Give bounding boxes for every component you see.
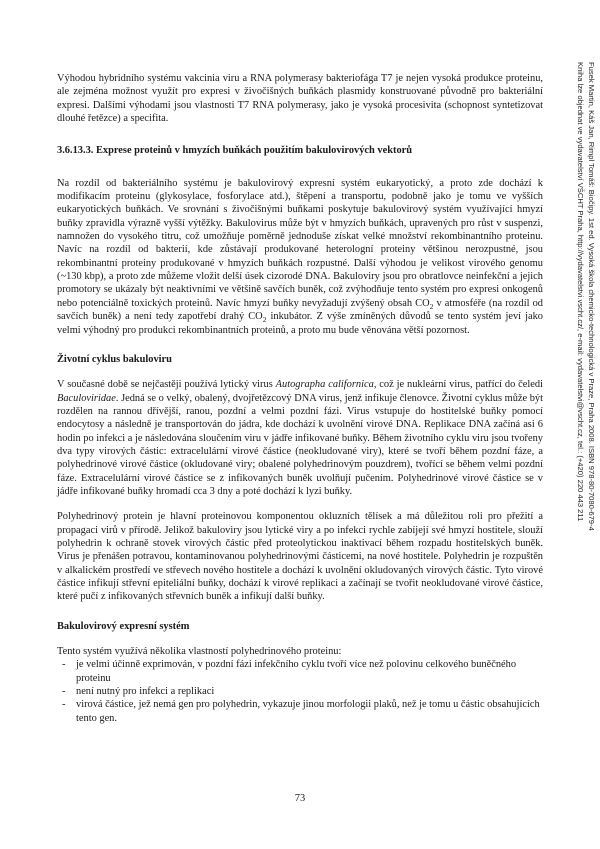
list-dash: - [62, 686, 66, 698]
section-paragraph-part1: Na rozdíl od bakteriálního systému je bakulovirový expresní systém eukaryotický, a proto zde dochází k modifikacím proteinu (glykosylace, fosforylace atd.), štěpení a transportu, podobně jako je tomu ve vyšších eukaryotických buňkách. Ve srovnání s živočišnými buňkami poskytuje bakulovirový systém využívající hmyzí buňky zpravidla výrazně vyšší výtěžky. Bakulovirus může být v hmyzích buňkách, upravených pro růst v suspenzi, namnožen do vysokého titru, což umožňuje poměrně jednoduše získat velké množství rekombinantního proteinu. Navíc na rozdíl od bakterií, kde zůstávají produkované heterologní proteiny většinou nerozpustné, jsou rekombinantní proteiny produkované v hmyzích buňkách rozpustné. Další výhodou je velikost virového genomu (~130 kbp), a proto zde můžeme vložit delší úsek cizorodé DNA. Bakuloviry jsou pro obratlovce neinfekční a jejich promotory se ukázaly být neaktivními ve většině savčích buněk, což zvýhodňuje tento systém pro expresi onkogenů nebo potenciálně toxických proteinů. Navíc hmyzí buňky nevyžadují zvýšený obsah CO [57, 177, 543, 309]
family-name-italic: Baculoviridae [57, 392, 116, 404]
properties-list [57, 658, 543, 725]
lifecycle-p1-b: , což je nukleární virus, patřící do čeledi [373, 379, 543, 391]
expression-system-intro: Tento systém využívá několika vlastností polyhedrinového proteinu: [57, 646, 342, 658]
list-item [57, 698, 543, 725]
list-item-text: je velmi účinně exprimován, v pozdní fázi infekčního cyklu tvoří více než polovinu celkového buněčného proteinu [76, 659, 517, 684]
lifecycle-heading: Životní cyklus bakuloviru [57, 353, 172, 365]
page-number: 73 [294, 793, 306, 804]
list-item [57, 658, 543, 685]
section-paragraph-part3: inkubátor. Z výše zmíněných důvodů se tento systém jeví jako velmi výhodný pro produkci rekombinantních proteinů, a proto mu bude věnována větší pozornost. [57, 311, 543, 336]
section-paragraph [57, 177, 543, 337]
section-paragraph-part2: v atmosféře (na rozdíl od savčích buněk) a není tedy zapotřebí drahý CO [57, 297, 543, 323]
page-content [57, 72, 543, 725]
species-name-italic: Autographa californica [275, 379, 374, 391]
list-item-text: není nutný pro infekci a replikaci [76, 686, 215, 698]
copyright-sidebar [556, 62, 596, 662]
list-item [57, 685, 543, 698]
lifecycle-p1-c: . Jedná se o velký, obalený, dvojřetězcový DNA virus, jenž infikuje členovce. Životní cyklus může být rozdělen na rannou dřívější, ranou, pozdní a velmi pozdní fázi. Virus vstupuje do hostitelské buňky pomocí endocytosy a následně je transportován do jádra, kde dochází k uvolnění virové DNA. Replikace DNA začíná asi 6 hodin po infekci a je následována sloučením viru v jádře infikované buňky. Během životního cyklu viru jsou tvořeny dva typy virových částic: extracelulární virové částice (neokludované viry), které se tvoří během pozdní fáze, a polyhedrinové virové částice (okludované viry; obalené polyhedrinovým pouzdrem), tvořící se během velmi pozdní fáze. Extracelulární virové částice se z infikovaných buněk uvolňují pučením. Polyhedrinové virové částice se v jádře infikované buňky hromadí cca 3 dny a poté dochází k lyzi buňky. [57, 392, 543, 497]
list-dash: - [62, 699, 66, 711]
section-heading: 3.6.13.3. Exprese proteinů v hmyzích buňkách použitím bakulovirových vektorů [57, 145, 413, 157]
co2-subscript-1: 2 [429, 301, 434, 311]
expression-system-heading: Bakulovirový expresní systém [57, 620, 190, 632]
lifecycle-paragraph-1 [57, 378, 543, 498]
lifecycle-p1-a: V současné době se nejčastěji používá lytický virus [57, 379, 276, 391]
sidebar-line-order-info: Kniha lze objednat ve vydavatelství VŠCHT Praha, http://vydavatelstvi.vscht.cz/, e-mail: vydavatelstvi@vscht.cz, tel.: (+420) 220 443 211 [576, 62, 586, 522]
sidebar-line-citation: Fusek Martin, Káš Jan, Rimpl Tomáš: Biočipy. 1st ed. Vysoká škola chemicko-technologická v Praze, Praha 2008. ISBN 978-80-7080-679-4 [587, 62, 596, 531]
co2-subscript-2: 2 [262, 315, 267, 325]
intro-paragraph: Výhodou hybridního systému vakcinia viru a RNA polymerasy bakteriofága T7 je nejen vysoká produkce proteinu, ale zejména možnost využít pro expresi v živočišných buňkách plasmidy konstruované původně pro bakteriální expresi. Dalšími výhodami jsou vlastnosti T7 RNA polymerasy, jako je vysoká procesivita (schopnost syntetizovat dlouhé řetězce) a specifita. [57, 73, 543, 125]
list-item-text: virová částice, jež nemá gen pro polyhedrin, vykazuje jinou morfologii plaků, než je tomu u částic obsahujících tento gen. [76, 699, 540, 724]
list-dash: - [62, 659, 66, 671]
lifecycle-paragraph-2: Polyhedrinový protein je hlavní proteinovou komponentou okluzních tělísek a má důležitou roli pro přežití a propagaci virů v přírodě. Jelikož bakuloviry jsou lytické viry a po infekci rychle zabíjejí své hmyzí hostitele, slouží polyhedrin k ochraně stovek virových částic před proteolytickou inaktivací během rozpadu hostitelských buněk. Virus je přenášen potravou, kontaminovanou polyhedrinovými částicemi, na nové hostitele. Polyhedrin je rozpuštěn v alkalickém prostředí ve střevech nového hostitele a dochází k uvolnění okludovaných virových částic. Tyto virové částice infikují střevní epiteliální buňky, dochází k virové replikaci a začínají se tvořit neokludované virové částice, které pučí z infikovaných střevních buněk a infikují další buňky. [57, 511, 543, 603]
